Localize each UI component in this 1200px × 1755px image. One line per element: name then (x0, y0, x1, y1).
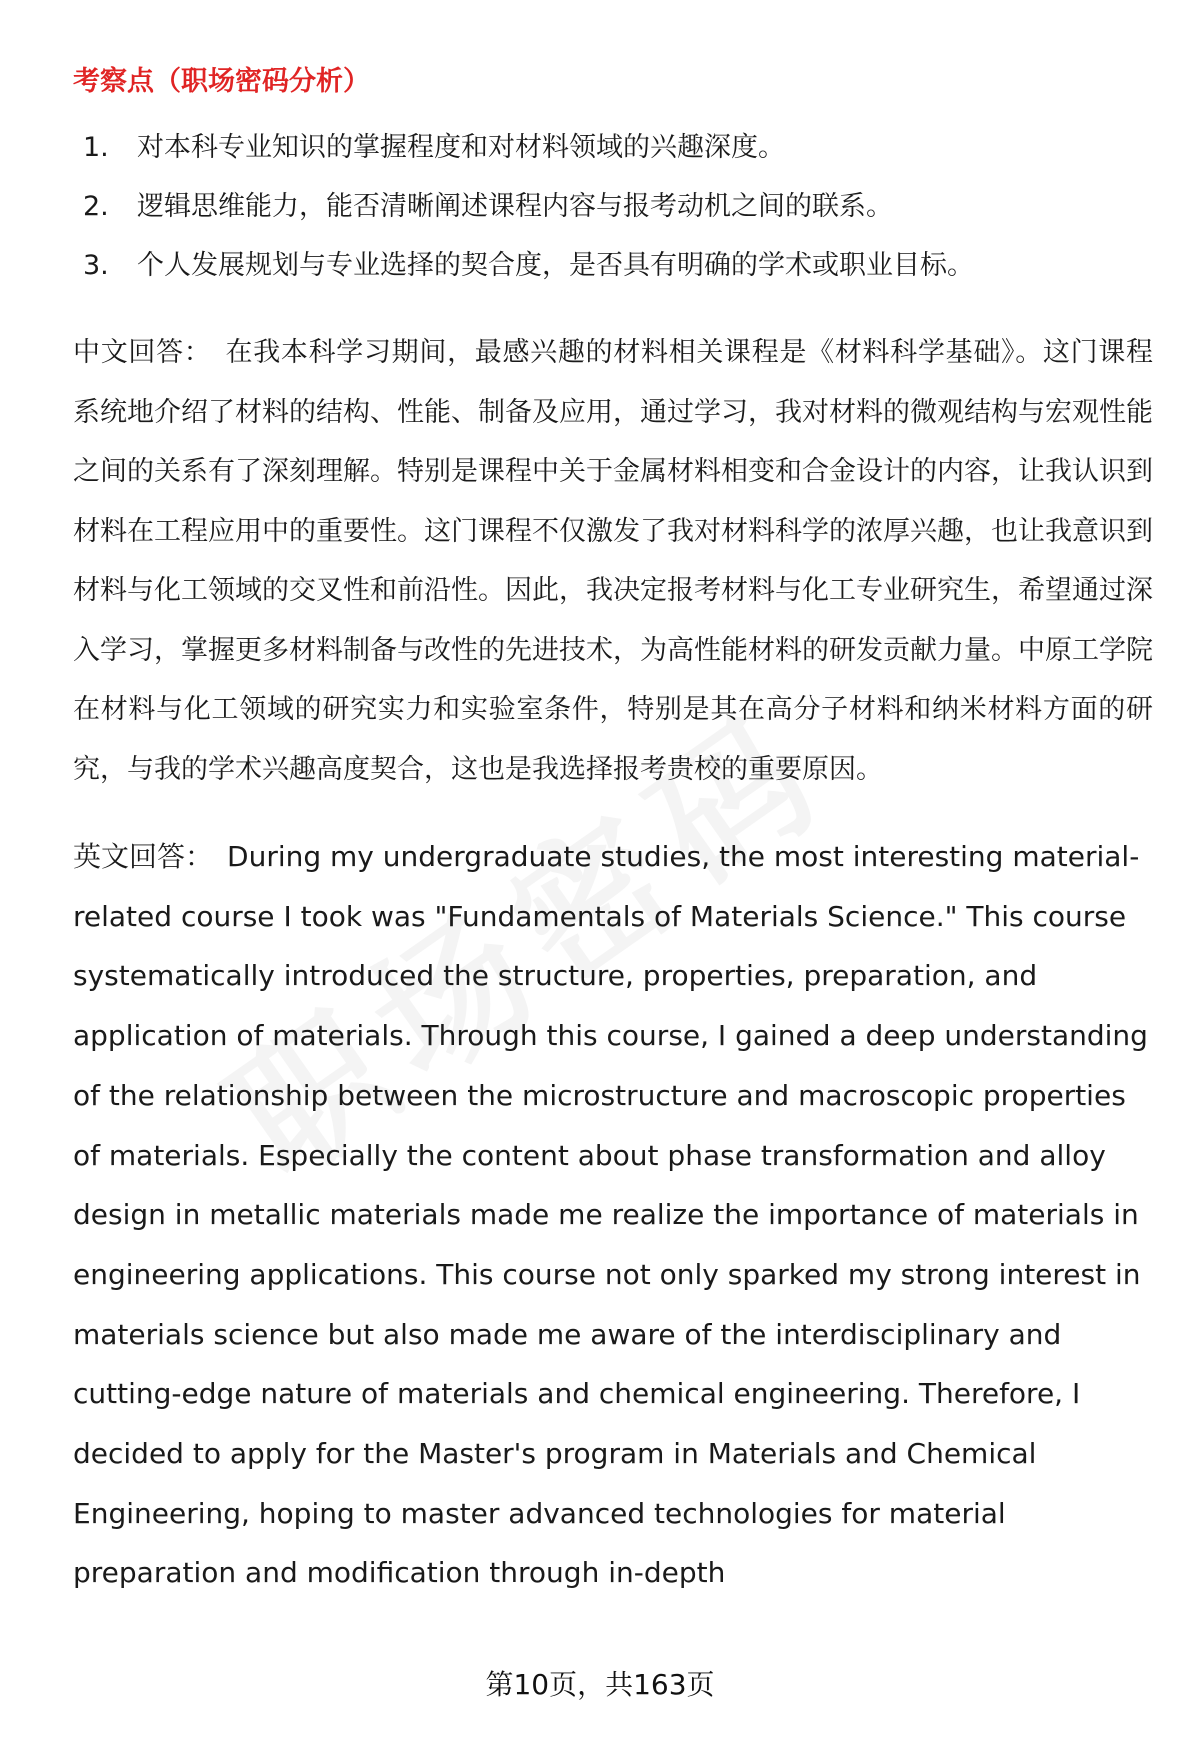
list-item-number: 1. (83, 132, 109, 163)
section-title: 考察点（职场密码分析） (73, 66, 370, 97)
english-answer-label: 英文回答： (73, 840, 214, 873)
english-answer-paragraph (73, 827, 1153, 1603)
chinese-answer-label: 中文回答： (73, 337, 212, 368)
document-page (73, 52, 1153, 1603)
list-item-text: 个人发展规划与专业选择的契合度，是否具有明确的学术或职业目标。 (137, 250, 974, 281)
list-item-text: 逻辑思维能力，能否清晰阐述课程内容与报考动机之间的联系。 (137, 191, 893, 222)
list-item (73, 118, 1153, 177)
english-answer-text: During my undergraduate studies, the most interesting material-related course I took was "Fundamentals of Materials Science." This course systematically introduced the structure, properties, preparation, and application of materials. Through this course, I gained a deep understanding of the relationship between the microstructure and macroscopic properties of materials. Especially the content about phase transformation and alloy design in metallic materials made me realize the importance of materials in engineering applications. This course not only sparked my strong interest in materials science but also made me aware of the interdisciplinary and cutting-edge nature of materials and chemical engineering. Therefore, I decided to apply for the Master's program in Materials and Chemical Engineering, hoping to master advanced technologies for material preparation and modification through in-depth (73, 840, 1148, 1590)
list-item-number: 3. (83, 250, 109, 281)
list-item-number: 2. (83, 191, 109, 222)
page-number-footer: 第10页，共163页 (485, 1668, 715, 1701)
assessment-points-list (73, 118, 1153, 295)
chinese-answer-paragraph (73, 323, 1153, 799)
list-item (73, 236, 1153, 295)
chinese-answer-text: 在我本科学习期间，最感兴趣的材料相关课程是《材料科学基础》。这门课程系统地介绍了材料的结构、性能、制备及应用，通过学习，我对材料的微观结构与宏观性能之间的关系有了深刻理解。特别是课程中关于金属材料相变和合金设计的内容，让我认识到材料在工程应用中的重要性。这门课程不仅激发了我对材料科学的浓厚兴趣，也让我意识到材料与化工领域的交叉性和前沿性。因此，我决定报考材料与化工专业研究生，希望通过深入学习，掌握更多材料制备与改性的先进技术，为高性能材料的研发贡献力量。中原工学院在材料与化工领域的研究实力和实验室条件，特别是其在高分子材料和纳米材料方面的研究，与我的学术兴趣高度契合，这也是我选择报考贵校的重要原因。 (73, 337, 1154, 785)
list-item-text: 对本科专业知识的掌握程度和对材料领域的兴趣深度。 (137, 132, 785, 163)
list-item (73, 177, 1153, 236)
